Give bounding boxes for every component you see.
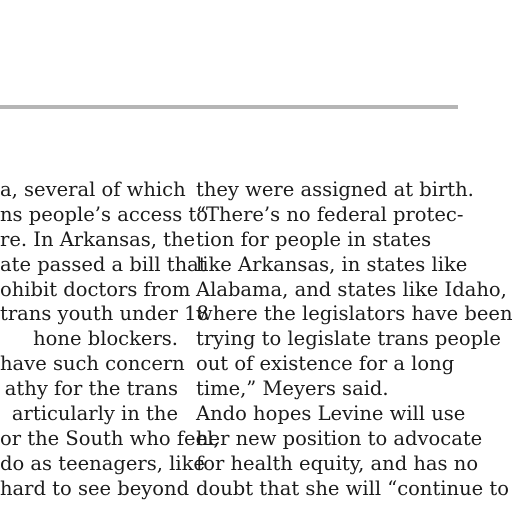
text-line: trying to legislate trans people: [196, 327, 501, 351]
text-line: articularly in the: [11, 402, 178, 426]
text-line: Alabama, and states like Idaho,: [196, 277, 507, 301]
article-column-left: [0, 178, 220, 502]
section-divider-rule: [0, 105, 458, 109]
text-line: do as teenagers, like: [0, 451, 205, 475]
text-line: time,” Meyers said.: [196, 377, 389, 401]
text-line: tion for people in states: [196, 227, 432, 251]
text-line: hone blockers.: [33, 327, 178, 351]
text-line: have such concern: [0, 352, 185, 376]
text-line: like Arkansas, in states like: [196, 252, 468, 276]
text-line: re. In Arkansas, the: [0, 227, 196, 251]
text-line: where the legislators have been: [196, 302, 513, 326]
text-line: for health equity, and has no: [196, 451, 479, 475]
text-line: her new position to advocate: [196, 426, 483, 450]
text-line: out of existence for a long: [196, 352, 455, 376]
text-line: Ando hopes Levine will use: [196, 402, 466, 426]
text-line: a, several of which: [0, 178, 186, 201]
text-line: or the South who feel,: [0, 426, 220, 450]
text-line: they were assigned at birth.: [196, 178, 474, 201]
article-column-right: [196, 178, 513, 502]
text-line: hard to see beyond: [0, 476, 190, 500]
text-line: ate passed a bill that: [0, 252, 207, 276]
text-line: ns people’s access to: [0, 202, 208, 226]
text-line: doubt that she will “continue to: [196, 476, 509, 500]
text-line: trans youth under 18: [0, 302, 209, 326]
text-line: ohibit doctors from: [0, 277, 191, 301]
text-line: athy for the trans: [4, 377, 178, 401]
text-line: “There’s no federal protec-: [196, 202, 464, 226]
